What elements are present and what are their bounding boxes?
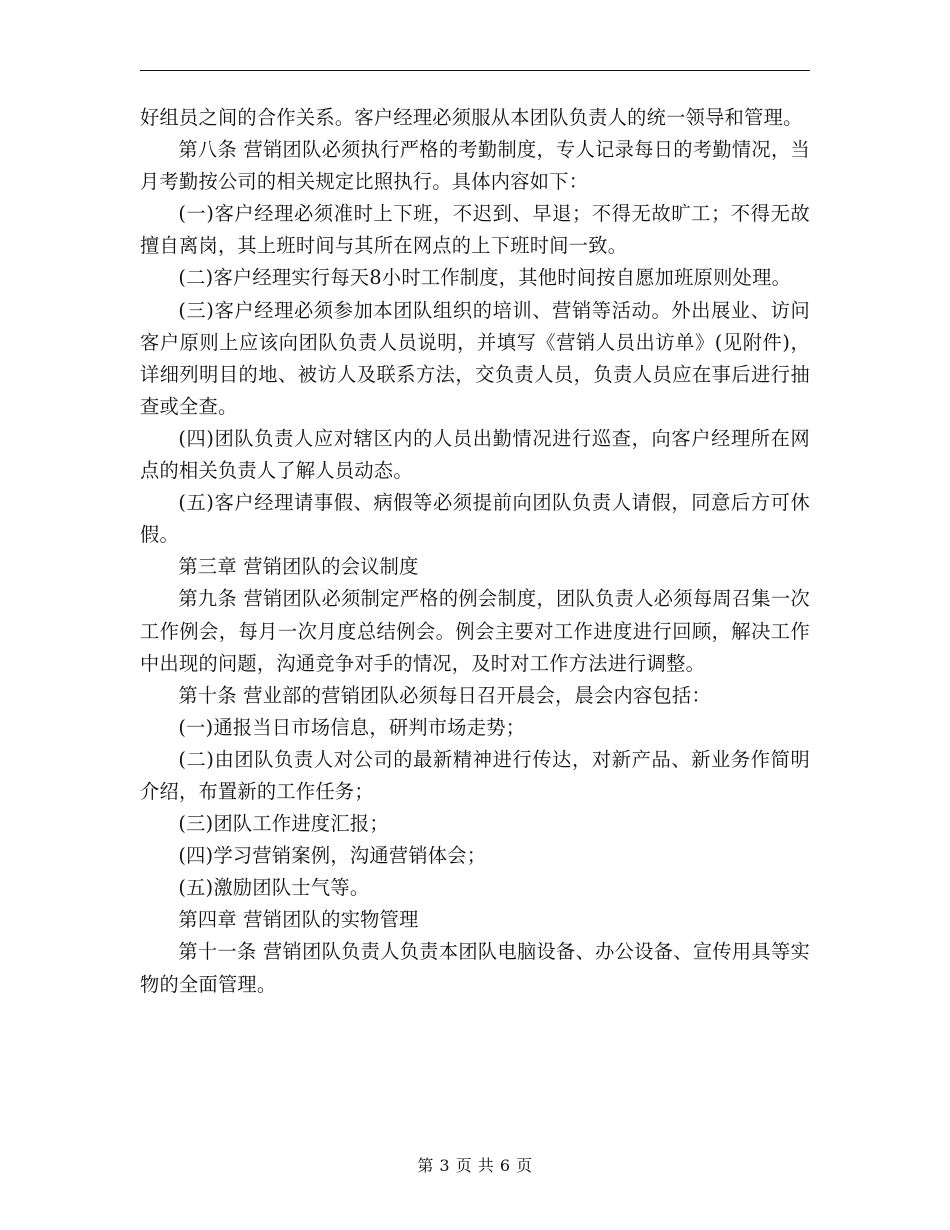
page-footer <box>0 1153 950 1176</box>
article-8-item-5: (五)客户经理请事假、病假等必须提前向团队负责人请假，同意后方可休假。 <box>140 491 810 547</box>
paragraph-continuation: 好组员之间的合作关系。客户经理必须服从本团队负责人的统一领导和管理。 <box>140 106 803 129</box>
article-11: 第十一条 营销团队负责人负责本团队电脑设备、办公设备、宣传用具等实物的全面管理。 <box>140 940 810 996</box>
article-8-item-3: (三)客户经理必须参加本团队组织的培训、营销等活动。外出展业、访问客户原则上应该向团队负责人员说明，并填写《营销人员出访单》(见附件)，详细列明目的地、被访人及联系方法，交负责人员，负责人员应在事后进行抽查或全查。 <box>140 298 810 418</box>
article-10-item-3: (三)团队工作进度汇报； <box>178 812 389 836</box>
article-10-item-5: (五)激励团队士气等。 <box>178 876 370 900</box>
article-8: 第八条 营销团队必须执行严格的考勤制度，专人记录每日的考勤情况，当月考勤按公司的相关规定比照执行。具体内容如下： <box>140 138 810 194</box>
chapter-3-heading: 第三章 营销团队的会议制度 <box>178 555 419 579</box>
document-body <box>140 102 810 1001</box>
chapter-4-heading: 第四章 营销团队的实物管理 <box>178 908 419 932</box>
article-10-item-2: (二)由团队负责人对公司的最新精神进行传达，对新产品、新业务作简明介绍，布置新的工作任务； <box>140 747 810 803</box>
article-8-item-1: (一)客户经理必须准时上下班，不迟到、早退；不得无故旷工；不得无故擅自离岗，其上班时间与其所在网点的上下班时间一致。 <box>140 202 810 258</box>
article-9: 第九条 营销团队必须制定严格的例会制度，团队负责人必须每周召集一次工作例会，每月一次月度总结例会。例会主要对工作进度进行回顾，解决工作中出现的问题，沟通竞争对手的情况，及时对工作方法进行调整。 <box>140 587 810 675</box>
article-10: 第十条 营业部的营销团队必须每日召开晨会，晨会内容包括： <box>178 683 711 707</box>
header-rule <box>140 70 810 71</box>
article-10-item-4: (四)学习营销案例，沟通营销体会； <box>178 844 487 868</box>
article-10-item-1: (一)通报当日市场信息，研判市场走势； <box>178 715 526 739</box>
page-number: 第 3 页 共 6 页 <box>417 1156 533 1175</box>
article-8-item-4: (四)团队负责人应对辖区内的人员出勤情况进行巡查，向客户经理所在网点的相关负责人了解人员动态。 <box>140 426 810 483</box>
article-8-item-2: (二)客户经理实行每天8小时工作制度，其他时间按自愿加班原则处理。 <box>178 266 792 290</box>
